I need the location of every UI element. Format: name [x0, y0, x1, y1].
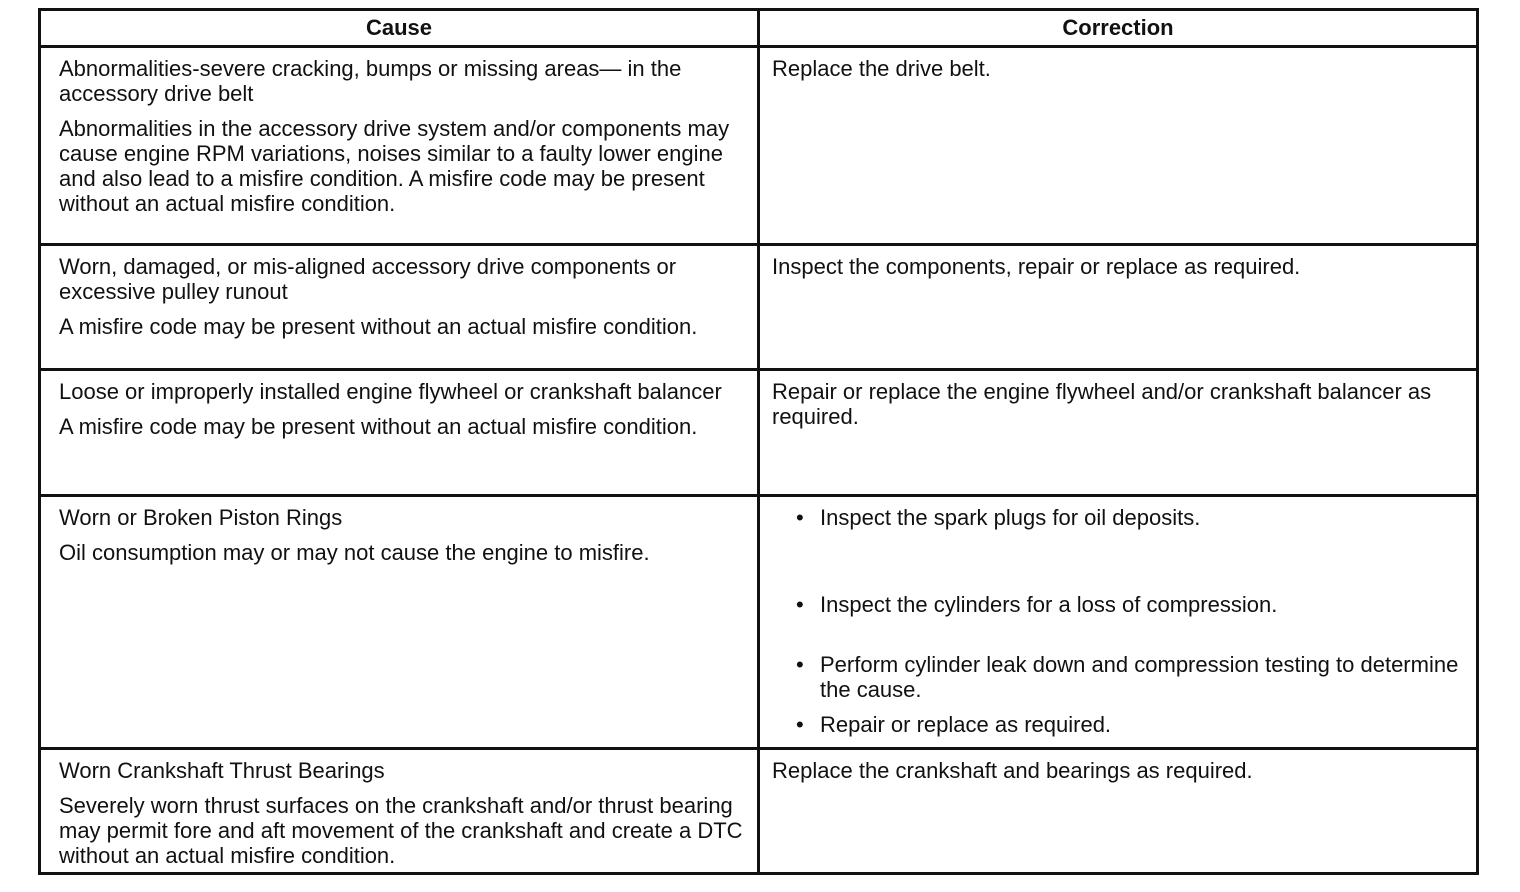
table-row	[40, 370, 1478, 496]
table-row	[40, 47, 1478, 245]
correction-cell	[759, 47, 1478, 245]
correction-bullet-list	[772, 505, 1466, 737]
cause-correction-table	[38, 8, 1479, 875]
cause-title: Worn, damaged, or mis-aligned accessory drive components or excessive pulley runout	[59, 254, 677, 304]
correction-text: Repair or replace the engine flywheel and/or crankshaft balancer as required.	[772, 379, 1432, 429]
cause-cell	[40, 749, 759, 874]
cause-title: Worn or Broken Piston Rings	[59, 505, 343, 530]
cause-note: Severely worn thrust surfaces on the crankshaft and/or thrust bearing may permit fore and aft movement of the crankshaft and create a DTC without an actual misfire condition.	[59, 793, 743, 868]
correction-cell	[759, 245, 1478, 370]
list-item: • Inspect the cylinders for a loss of compression.	[794, 592, 1466, 617]
cause-note: A misfire code may be present without an actual misfire condition.	[59, 314, 698, 339]
list-item: • Repair or replace as required.	[794, 712, 1466, 737]
cause-title: Worn Crankshaft Thrust Bearings	[59, 758, 385, 783]
correction-cell	[759, 749, 1478, 874]
cause-cell	[40, 245, 759, 370]
cause-cell	[40, 370, 759, 496]
cause-title: Loose or improperly installed engine flywheel or crankshaft balancer	[59, 379, 722, 404]
cause-note: Abnormalities in the accessory drive system and/or components may cause engine RPM variations, noises similar to a faulty lower engine and also lead to a misfire condition. A misfire code may be present without an actual misfire condition.	[59, 116, 730, 216]
correction-header: Correction	[759, 10, 1478, 47]
cause-title: Abnormalities-severe cracking, bumps or missing areas— in the accessory drive belt	[59, 56, 682, 106]
table-header-row	[40, 10, 1478, 47]
table-row	[40, 749, 1478, 874]
cause-cell	[40, 47, 759, 245]
cause-header: Cause	[40, 10, 759, 47]
correction-cell	[759, 496, 1478, 749]
list-item: • Inspect the spark plugs for oil deposits.	[794, 505, 1466, 530]
correction-text: Replace the crankshaft and bearings as required.	[772, 758, 1253, 783]
table-row	[40, 245, 1478, 370]
correction-cell	[759, 370, 1478, 496]
cause-cell	[40, 496, 759, 749]
list-item: • Perform cylinder leak down and compression testing to determine the cause.	[794, 652, 1466, 702]
correction-text: Replace the drive belt.	[772, 56, 991, 81]
correction-text: Inspect the components, repair or replace as required.	[772, 254, 1301, 279]
table-row	[40, 496, 1478, 749]
cause-note: A misfire code may be present without an actual misfire condition.	[59, 414, 698, 439]
cause-note: Oil consumption may or may not cause the engine to misfire.	[59, 540, 650, 565]
